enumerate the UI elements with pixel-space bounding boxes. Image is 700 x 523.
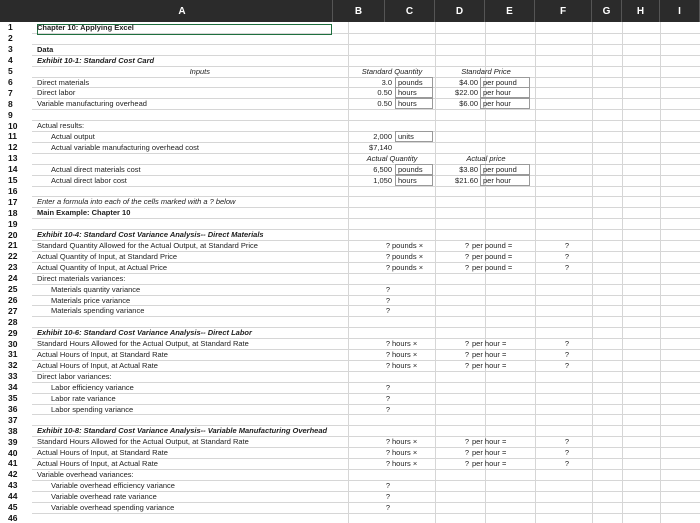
row-header[interactable]: 29	[8, 327, 18, 338]
row-header[interactable]: 27	[8, 305, 18, 316]
column-header-b[interactable]: B	[333, 0, 385, 22]
exhibit-10-1-title: Exhibit 10-1: Standard Cost Card	[37, 55, 155, 65]
row-header[interactable]: 46	[8, 512, 18, 523]
answer-cell-variance[interactable]: ?	[385, 382, 390, 392]
instruction-text: Enter a formula into each of the cells marked with a ? below	[37, 197, 236, 207]
materials-exhibit-title: Exhibit 10-4: Standard Cost Variance Analysis-- Direct Materials	[37, 230, 264, 240]
overhead-line-3: Actual Hours of Input, at Actual Rate	[37, 459, 158, 468]
answer-cell-price[interactable]: ?	[464, 360, 469, 370]
row-header[interactable]: 10	[8, 120, 18, 131]
column-header-h[interactable]: H	[622, 0, 660, 22]
row-gridline	[32, 414, 700, 415]
answer-cell-total[interactable]: ?	[564, 241, 569, 250]
answer-cell-qty[interactable]: ?	[385, 437, 390, 447]
answer-cell-price[interactable]: ?	[464, 437, 469, 447]
row-header[interactable]: 32	[8, 360, 18, 371]
row-header[interactable]: 18	[8, 207, 18, 218]
materials-variance-2: Materials price variance	[51, 295, 131, 305]
inputs-header: Inputs	[189, 66, 210, 76]
row-header[interactable]: 24	[8, 273, 18, 284]
labor-variance-3: Labor spending variance	[51, 404, 134, 414]
actual-materials-price-unit: per pound	[480, 164, 530, 175]
actual-price-header: Actual price	[466, 153, 506, 163]
actual-labor-qty: 1,050	[373, 175, 392, 185]
actual-labor-label: Actual direct labor cost	[51, 175, 127, 185]
row-header[interactable]: 31	[8, 349, 18, 360]
actual-labor-unit: hours	[395, 175, 433, 186]
row-header[interactable]: 44	[8, 491, 18, 502]
answer-cell-price[interactable]: ?	[464, 339, 469, 349]
answer-cell-qty[interactable]: ?	[385, 251, 390, 261]
answer-cell-qty[interactable]: ?	[385, 241, 390, 250]
overhead-variance-2: Variable overhead rate variance	[51, 491, 157, 501]
actual-materials-price: $3.80	[459, 164, 478, 174]
direct-materials-qty-unit: pounds	[395, 77, 433, 88]
column-header-d[interactable]: D	[435, 0, 485, 22]
row-gridline	[32, 109, 700, 110]
column-gridline	[435, 22, 436, 523]
overhead-unit-mult-3: hours ×	[392, 459, 418, 468]
answer-cell-price[interactable]: ?	[464, 459, 469, 468]
row-header[interactable]: 33	[8, 371, 18, 382]
column-header-e[interactable]: E	[485, 0, 535, 22]
answer-cell-qty[interactable]: ?	[385, 339, 390, 349]
actual-materials-label: Actual direct materials cost	[51, 164, 141, 174]
column-header-i[interactable]: I	[660, 0, 700, 22]
direct-labor-price-unit: per hour	[480, 87, 530, 98]
labor-line-3: Actual Hours of Input, at Actual Rate	[37, 360, 158, 370]
materials-unit-mult-3: pounds ×	[392, 262, 424, 272]
direct-labor-label: Direct labor	[37, 88, 76, 98]
overhead-unit-mult-1: hours ×	[392, 437, 418, 447]
row-header[interactable]: 23	[8, 262, 18, 273]
data-heading: Data	[37, 44, 54, 54]
direct-labor-std-price: $22.00	[455, 88, 478, 98]
row-header[interactable]: 19	[8, 218, 18, 229]
row-header[interactable]: 26	[8, 294, 18, 305]
row-header[interactable]: 36	[8, 403, 18, 414]
answer-cell-total[interactable]: ?	[564, 251, 569, 261]
variable-overhead-qty-unit: hours	[395, 98, 433, 109]
answer-cell-price[interactable]: ?	[464, 262, 469, 272]
materials-line-2: Actual Quantity of Input, at Standard Price	[37, 251, 178, 261]
labor-exhibit-title: Exhibit 10-6: Standard Cost Variance Analysis-- Direct Labor	[37, 328, 252, 338]
row-header[interactable]: 25	[8, 284, 18, 295]
row-header[interactable]: 13	[8, 153, 18, 164]
row-header[interactable]: 30	[8, 338, 18, 349]
row-header[interactable]: 43	[8, 480, 18, 491]
answer-cell-total[interactable]: ?	[564, 360, 569, 370]
variable-overhead-label: Variable manufacturing overhead	[37, 99, 147, 109]
select-all-corner[interactable]	[0, 0, 32, 22]
materials-variances-heading: Direct materials variances:	[37, 273, 126, 283]
answer-cell-price[interactable]: ?	[464, 241, 469, 250]
answer-cell-total[interactable]: ?	[564, 459, 569, 468]
materials-line-3: Actual Quantity of Input, at Actual Price	[37, 262, 168, 272]
row-header[interactable]: 4	[8, 55, 13, 66]
row-header[interactable]: 20	[8, 229, 18, 240]
materials-variance-1: Materials quantity variance	[51, 284, 141, 294]
actual-labor-price: $21.60	[455, 175, 478, 185]
direct-materials-std-price: $4.00	[459, 77, 478, 87]
row-gridline	[32, 186, 700, 187]
labor-per-eq-3: per hour =	[472, 360, 507, 370]
column-header-a[interactable]: A	[32, 0, 333, 22]
actual-materials-unit: pounds	[395, 164, 433, 175]
row-header[interactable]: 2	[8, 33, 13, 44]
actual-results-heading: Actual results:	[37, 121, 85, 131]
column-header-c[interactable]: C	[385, 0, 435, 22]
row-header[interactable]: 37	[8, 414, 18, 425]
answer-cell-qty[interactable]: ?	[385, 459, 390, 468]
materials-variance-3: Materials spending variance	[51, 306, 145, 316]
standard-quantity-header: Standard Quantity	[361, 66, 423, 76]
answer-cell-variance[interactable]: ?	[385, 480, 390, 490]
overhead-per-eq-2: per hour =	[472, 448, 507, 458]
materials-per-eq-2: per pound =	[472, 251, 513, 261]
column-gridline	[592, 22, 593, 523]
sheet-title: Chapter 10: Applying Excel	[37, 23, 134, 32]
direct-labor-qty-unit: hours	[395, 87, 433, 98]
row-header[interactable]: 17	[8, 196, 18, 207]
materials-unit-mult-2: pounds ×	[392, 251, 424, 261]
labor-variance-1: Labor efficiency variance	[51, 382, 134, 392]
row-header[interactable]: 22	[8, 251, 18, 262]
row-header[interactable]: 14	[8, 164, 18, 175]
labor-unit-mult-2: hours ×	[392, 350, 418, 359]
answer-cell-variance[interactable]: ?	[385, 393, 390, 403]
overhead-variance-1: Variable overhead efficiency variance	[51, 480, 175, 490]
overhead-exhibit-title: Exhibit 10-8: Standard Cost Variance Analysis-- Variable Manufacturing Overhead	[37, 426, 328, 436]
overhead-line-2: Actual Hours of Input, at Standard Rate	[37, 448, 168, 458]
direct-materials-label: Direct materials	[37, 77, 90, 87]
row-header[interactable]: 35	[8, 393, 18, 404]
answer-cell-total[interactable]: ?	[564, 350, 569, 359]
row-header[interactable]: 21	[8, 240, 18, 251]
row-header[interactable]: 41	[8, 458, 18, 469]
materials-line-1: Standard Quantity Allowed for the Actual Output, at Standard Price	[37, 241, 258, 250]
row-header[interactable]: 45	[8, 502, 18, 513]
answer-cell-price[interactable]: ?	[464, 448, 469, 458]
column-gridline	[535, 22, 536, 523]
column-header-f[interactable]: F	[535, 0, 592, 22]
labor-unit-mult-1: hours ×	[392, 339, 418, 349]
answer-cell-qty[interactable]: ?	[385, 350, 390, 359]
variable-overhead-std-price: $6.00	[459, 99, 478, 109]
answer-cell-variance[interactable]: ?	[385, 295, 390, 305]
actual-materials-qty: 6,500	[373, 164, 392, 174]
column-gridline	[660, 22, 661, 523]
labor-line-2: Actual Hours of Input, at Standard Rate	[37, 350, 168, 359]
answer-cell-price[interactable]: ?	[464, 251, 469, 261]
column-gridline	[348, 22, 349, 523]
labor-unit-mult-3: hours ×	[392, 360, 418, 370]
row-header[interactable]: 7	[8, 87, 13, 98]
direct-materials-price-unit: per pound	[480, 77, 530, 88]
row-header[interactable]: 39	[8, 436, 18, 447]
row-header[interactable]: 16	[8, 185, 18, 196]
row-header[interactable]: 34	[8, 382, 18, 393]
actual-output-value: 2,000	[373, 132, 392, 141]
overhead-variance-3: Variable overhead spending variance	[51, 502, 175, 512]
standard-price-header: Standard Price	[461, 66, 511, 76]
row-header[interactable]: 9	[8, 109, 13, 120]
answer-cell-price[interactable]: ?	[464, 350, 469, 359]
row-header[interactable]: 1	[8, 22, 13, 33]
answer-cell-variance[interactable]: ?	[385, 306, 390, 316]
column-gridline	[622, 22, 623, 523]
materials-per-eq-1: per pound =	[472, 241, 513, 250]
row-header[interactable]: 6	[8, 76, 13, 87]
overhead-unit-mult-2: hours ×	[392, 448, 418, 458]
overhead-variances-heading: Variable overhead variances:	[37, 469, 134, 479]
actual-output-label: Actual output	[51, 132, 95, 141]
actual-output-unit: units	[395, 131, 433, 142]
column-header-g[interactable]: G	[592, 0, 622, 22]
row-header[interactable]: 3	[8, 44, 13, 55]
labor-per-eq-1: per hour =	[472, 339, 507, 349]
row-header[interactable]: 11	[8, 131, 17, 142]
labor-variance-2: Labor rate variance	[51, 393, 116, 403]
labor-line-1: Standard Hours Allowed for the Actual Output, at Standard Rate	[37, 339, 249, 349]
answer-cell-qty[interactable]: ?	[385, 360, 390, 370]
materials-per-eq-3: per pound =	[472, 262, 513, 272]
row-header[interactable]: 42	[8, 469, 18, 480]
variable-overhead-std-qty: 0.50	[377, 99, 392, 109]
variable-overhead-price-unit: per hour	[480, 98, 530, 109]
row-gridline	[32, 218, 700, 219]
answer-cell-total[interactable]: ?	[564, 448, 569, 458]
row-header[interactable]: 5	[8, 66, 13, 77]
row-header[interactable]: 40	[8, 447, 18, 458]
row-header[interactable]: 12	[8, 142, 18, 153]
direct-labor-std-qty: 0.50	[377, 88, 392, 98]
actual-labor-price-unit: per hour	[480, 175, 530, 186]
materials-unit-mult-1: pounds ×	[392, 241, 424, 250]
answer-cell-variance[interactable]: ?	[385, 404, 390, 414]
row-header[interactable]: 8	[8, 98, 13, 109]
row-gridline	[32, 316, 700, 317]
actual-overhead-value: $7,140	[369, 142, 392, 152]
actual-overhead-label: Actual variable manufacturing overhead cost	[51, 142, 200, 152]
answer-cell-variance[interactable]: ?	[385, 284, 390, 294]
overhead-per-eq-1: per hour =	[472, 437, 507, 447]
answer-cell-total[interactable]: ?	[564, 339, 569, 349]
row-header[interactable]: 15	[8, 175, 18, 186]
row-gridline	[32, 513, 700, 514]
answer-cell-total[interactable]: ?	[564, 262, 569, 272]
answer-cell-total[interactable]: ?	[564, 437, 569, 447]
direct-materials-std-qty: 3.0	[381, 77, 392, 87]
answer-cell-variance[interactable]: ?	[385, 502, 390, 512]
overhead-per-eq-3: per hour =	[472, 459, 507, 468]
row-header[interactable]: 28	[8, 316, 18, 327]
main-example-heading: Main Example: Chapter 10	[37, 208, 131, 218]
actual-quantity-header: Actual Quantity	[366, 153, 418, 163]
answer-cell-qty[interactable]: ?	[385, 448, 390, 458]
labor-per-eq-2: per hour =	[472, 350, 507, 359]
answer-cell-variance[interactable]: ?	[385, 491, 390, 501]
overhead-line-1: Standard Hours Allowed for the Actual Output, at Standard Rate	[37, 437, 249, 447]
row-header[interactable]: 38	[8, 425, 18, 436]
labor-variances-heading: Direct labor variances:	[37, 371, 112, 381]
answer-cell-qty[interactable]: ?	[385, 262, 390, 272]
